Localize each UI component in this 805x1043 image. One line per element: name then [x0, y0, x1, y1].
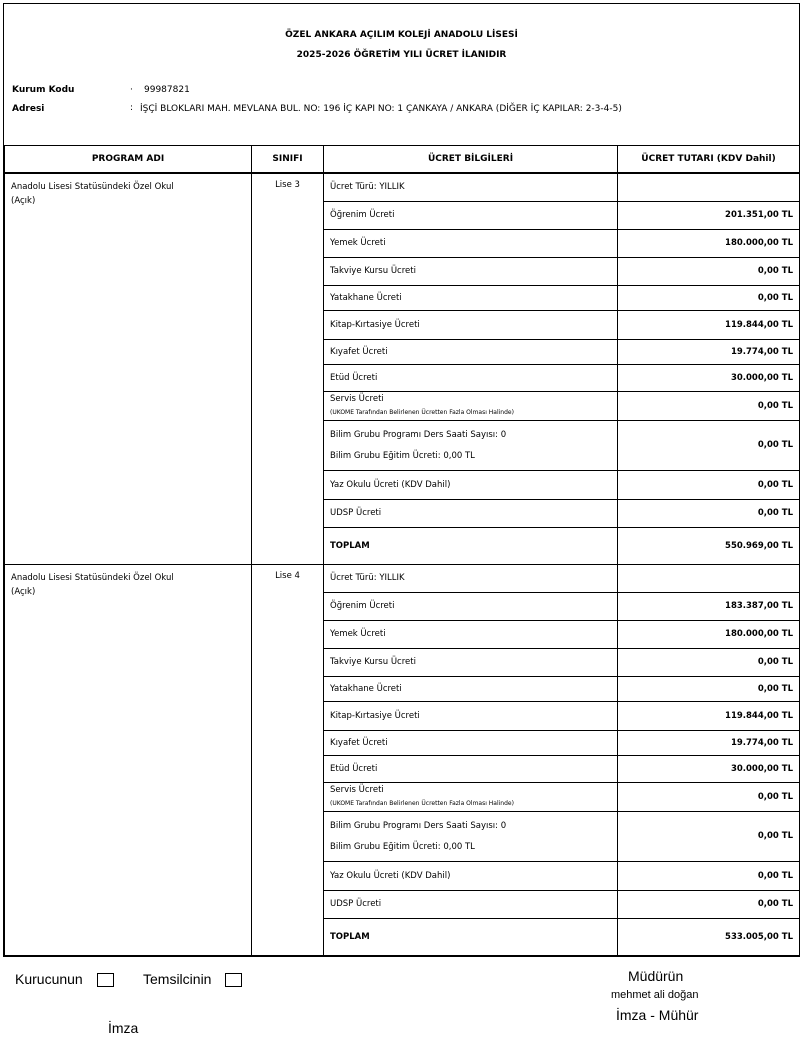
fee-amount-cell: 0,00 TL — [618, 811, 800, 861]
fee-amount-cell: 30.000,00 TL — [618, 364, 800, 391]
col-header-program: PROGRAM ADI — [5, 146, 252, 174]
fee-label-cell: Ücret Türü: YILLIK — [324, 564, 618, 592]
principal-label: Müdürün — [628, 968, 684, 984]
fee-label: Servis Ücreti — [330, 784, 384, 795]
col-header-fee-info: ÜCRET BİLGİLERİ — [324, 146, 618, 174]
col-header-fee-amount: ÜCRET TUTARI (KDV Dahil) — [618, 146, 800, 174]
founder-label: Kurucunun — [15, 971, 83, 987]
fee-label-cell: Takviye Kursu Ücreti — [324, 648, 618, 676]
fee-note: (UKOME Tarafından Belirlenen Ücretten Fazla Olması Halinde) — [330, 799, 514, 807]
school-title: ÖZEL ANKARA AÇILIM KOLEJİ ANADOLU LİSESİ — [285, 30, 518, 40]
fee-label-cell — [324, 420, 618, 470]
fee-amount-cell: 0,00 TL — [618, 890, 800, 918]
fee-label-cell: Yaz Okulu Ücreti (KDV Dahil) — [324, 470, 618, 499]
fee-label-cell: TOPLAM — [324, 918, 618, 955]
program-name-cell — [5, 564, 252, 955]
fee-label-cell: Kitap-Kırtasiye Ücreti — [324, 310, 618, 339]
table-row — [5, 173, 800, 201]
fee-amount-cell: 19.774,00 TL — [618, 730, 800, 755]
fee-amount-cell: 0,00 TL — [618, 285, 800, 310]
table-row — [5, 564, 800, 592]
section-lise-3 — [5, 173, 800, 564]
section-lise-4 — [5, 564, 800, 955]
fee-notice-document — [3, 3, 800, 957]
fee-label-cell: UDSP Ücreti — [324, 890, 618, 918]
fee-amount-cell: 19.774,00 TL — [618, 339, 800, 364]
fee-amount-cell: 119.844,00 TL — [618, 310, 800, 339]
class-cell: Lise 4 — [252, 564, 324, 955]
representative-checkbox-group — [143, 971, 242, 987]
fee-label-cell: Etüd Ücreti — [324, 755, 618, 782]
fee-label: Bilim Grubu Programı Ders Saati Sayısı: 0 — [330, 429, 507, 440]
fee-amount-cell: 533.005,00 TL — [618, 918, 800, 955]
col-header-class: SINIFI — [252, 146, 324, 174]
fee-label-cell — [324, 782, 618, 811]
fee-amount-cell: 0,00 TL — [618, 420, 800, 470]
class-cell: Lise 3 — [252, 173, 324, 564]
fee-amount-cell — [618, 564, 800, 592]
signature-label: İmza — [108, 1020, 139, 1036]
fee-amount-cell: 0,00 TL — [618, 782, 800, 811]
fee-amount-cell: 119.844,00 TL — [618, 701, 800, 730]
representative-label: Temsilcinin — [143, 971, 212, 987]
program-status: (Açık) — [11, 586, 36, 597]
fee-amount-cell: 183.387,00 TL — [618, 592, 800, 620]
fee-amount-cell: 0,00 TL — [618, 257, 800, 285]
fee-label-cell: Yatakhane Ücreti — [324, 676, 618, 701]
fee-label: Bilim Grubu Eğitim Ücreti: 0,00 TL — [330, 841, 475, 852]
fee-label-cell: Yemek Ücreti — [324, 229, 618, 257]
fee-label-cell — [324, 811, 618, 861]
fee-label-cell: TOPLAM — [324, 527, 618, 564]
fee-label: Bilim Grubu Programı Ders Saati Sayısı: 0 — [330, 820, 507, 831]
fee-label: Servis Ücreti — [330, 393, 384, 404]
fee-amount-cell: 180.000,00 TL — [618, 620, 800, 648]
notice-title: 2025-2026 ÖĞRETİM YILI ÜCRET İLANIDIR — [296, 50, 507, 60]
founder-checkbox[interactable] — [97, 973, 114, 987]
fee-amount-cell: 0,00 TL — [618, 470, 800, 499]
fee-table — [4, 145, 800, 956]
fee-label-cell: Kıyafet Ücreti — [324, 730, 618, 755]
fee-amount-cell: 0,00 TL — [618, 499, 800, 527]
fee-label-cell: Yaz Okulu Ücreti (KDV Dahil) — [324, 861, 618, 890]
fee-amount-cell: 550.969,00 TL — [618, 527, 800, 564]
fee-label-cell: Ücret Türü: YILLIK — [324, 173, 618, 201]
fee-amount-cell: 0,00 TL — [618, 648, 800, 676]
fee-label: Bilim Grubu Eğitim Ücreti: 0,00 TL — [330, 450, 475, 461]
principal-name: mehmet ali doğan — [611, 989, 699, 1001]
fee-label-cell: Öğrenim Ücreti — [324, 592, 618, 620]
fee-label-cell: Kıyafet Ücreti — [324, 339, 618, 364]
fee-amount-cell: 201.351,00 TL — [618, 201, 800, 229]
institution-code-colon: · — [130, 85, 133, 95]
fee-label-cell: Etüd Ücreti — [324, 364, 618, 391]
fee-amount-cell — [618, 173, 800, 201]
fee-amount-cell: 180.000,00 TL — [618, 229, 800, 257]
founder-checkbox-group — [15, 971, 114, 987]
fee-label-cell: Öğrenim Ücreti — [324, 201, 618, 229]
signature-seal-label: İmza - Mühür — [616, 1007, 699, 1023]
institution-code-value: 99987821 — [144, 85, 190, 95]
program-status: (Açık) — [11, 196, 36, 206]
program-name: Anadolu Lisesi Statüsündeki Özel Okul — [11, 182, 174, 192]
representative-checkbox[interactable] — [225, 973, 242, 987]
fee-label-cell: Yemek Ücreti — [324, 620, 618, 648]
fee-amount-cell: 30.000,00 TL — [618, 755, 800, 782]
fee-note: (UKOME Tarafından Belirlenen Ücretten Fazla Olması Halinde) — [330, 408, 514, 416]
fee-label-cell: Takviye Kursu Ücreti — [324, 257, 618, 285]
table-header-row — [5, 146, 800, 174]
program-name-cell — [5, 173, 252, 564]
address-value: İŞÇİ BLOKLARI MAH. MEVLANA BUL. NO: 196 İÇ KAPI NO: 1 ÇANKAYA / ANKARA (DİĞER İÇ KAPILAR: 2-3-4-5) — [140, 104, 622, 114]
fee-amount-cell: 0,00 TL — [618, 391, 800, 420]
institution-code-label: Kurum Kodu — [12, 85, 75, 95]
program-name: Anadolu Lisesi Statüsündeki Özel Okul — [11, 572, 174, 583]
fee-label-cell: UDSP Ücreti — [324, 499, 618, 527]
address-colon: : — [130, 103, 134, 113]
fee-label-cell: Kitap-Kırtasiye Ücreti — [324, 701, 618, 730]
fee-amount-cell: 0,00 TL — [618, 676, 800, 701]
fee-label-cell: Yatakhane Ücreti — [324, 285, 618, 310]
fee-label-cell — [324, 391, 618, 420]
address-label: Adresi — [12, 104, 45, 114]
fee-amount-cell: 0,00 TL — [618, 861, 800, 890]
